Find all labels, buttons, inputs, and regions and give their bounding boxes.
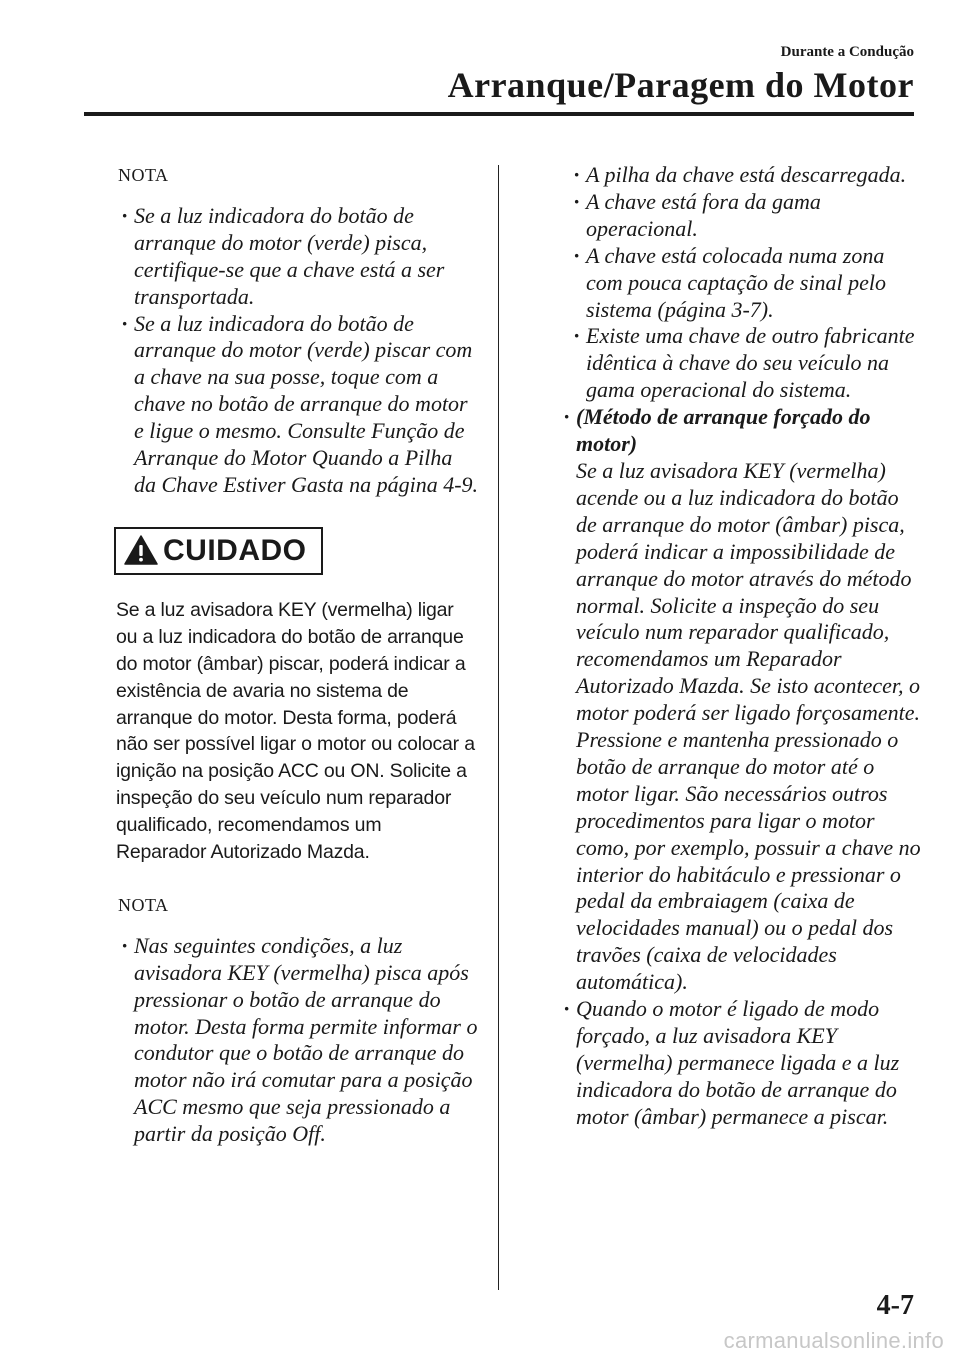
list-item: · A chave está fora da gama operacional. [586, 189, 922, 243]
section-label: Durante a Condução [780, 44, 914, 60]
sub-list [586, 162, 922, 404]
list-item: · Quando o motor é ligado de modo forçado, a luz avisadora KEY (vermelha) permanece ligada e a luz indicadora do botão de arranque do motor (âmbar) permanece a piscar. [576, 996, 922, 1131]
list-item: · Se a luz indicadora do botão de arranque do motor (verde) piscar com a chave na sua posse, toque com a chave no botão de arranque do motor e ligue o mesmo. Consulte Função de Arranque do Motor Quando a Pilha da Chave Estiver Gasta na página 4-9. [134, 311, 479, 499]
list-item: · A chave está colocada numa zona com pouca captação de sinal pelo sistema (página 3-7). [586, 243, 922, 324]
list-item: · Nas seguintes condições, a luz avisadora KEY (vermelha) pisca após pressionar o botão de arranque do motor. Desta forma permite informar o condutor que o botão de arranque do motor não irá comutar para a posição ACC mesmo que seja pressionado a partir da posição Off. [134, 933, 479, 1148]
warning-triangle-icon [124, 535, 158, 565]
caution-header [114, 527, 323, 575]
list-item: · Existe uma chave de outro fabricante idêntica à chave do seu veículo na gama operacional do sistema. [586, 323, 922, 404]
watermark: carmanualsonline.info [723, 1328, 944, 1353]
header-rule [84, 112, 914, 116]
caution-label: CUIDADO [163, 533, 307, 567]
main-list [576, 404, 922, 1130]
note-list [134, 933, 479, 1148]
column-divider [498, 165, 499, 1290]
list-item: · A pilha da chave está descarregada. [586, 162, 922, 189]
right-column [560, 162, 922, 1131]
chapter-title: Arranque/Paragem do Motor [447, 65, 914, 105]
note-list [134, 203, 479, 499]
caution-text: Se a luz avisadora KEY (vermelha) ligar ou a luz indicadora do botão de arranque do motor (âmbar) piscar, poderá indicar a existência de avaria no sistema de arranque do motor. Desta forma, poderá não ser possível ligar o motor ou colocar a ignição na posição ACC ou ON. Solicite a inspeção do seu veículo num reparador qualificado, recomendamos um Reparador Autorizado Mazda. [116, 598, 475, 864]
left-column [104, 162, 479, 1148]
list-item: · Se a luz indicadora do botão de arranque do motor (verde) pisca, certifique-se que a chave está a ser transportada. [134, 203, 479, 311]
note-title: NOTA [118, 165, 169, 185]
forced-start-title: (Método de arranque forçado do motor) [576, 404, 871, 457]
note-title: NOTA [118, 894, 169, 915]
list-item [576, 404, 922, 996]
forced-start-text: Se a luz avisadora KEY (vermelha) acende ou a luz indicadora do botão de arranque do motor (âmbar) pisca, poderá indicar a impossibilidade de arranque do motor através do método normal. Solicite a inspeção do seu veículo num reparador qualificado, recomendamos um Reparador Autorizado Mazda. Se isto acontecer, o motor poderá ser ligado forçosamente. Pressione e mantenha pressionado o botão de arranque do motor até o motor ligar. São necessários outros procedimentos para ligar o motor como, por exemplo, possuir a chave no interior do habitáculo e pressionar o pedal da embraiagem (caixa de velocidades manual) ou o pedal dos travões (caixa de velocidades automática). [576, 457, 921, 995]
page-number: 4-7 [876, 1290, 914, 1321]
